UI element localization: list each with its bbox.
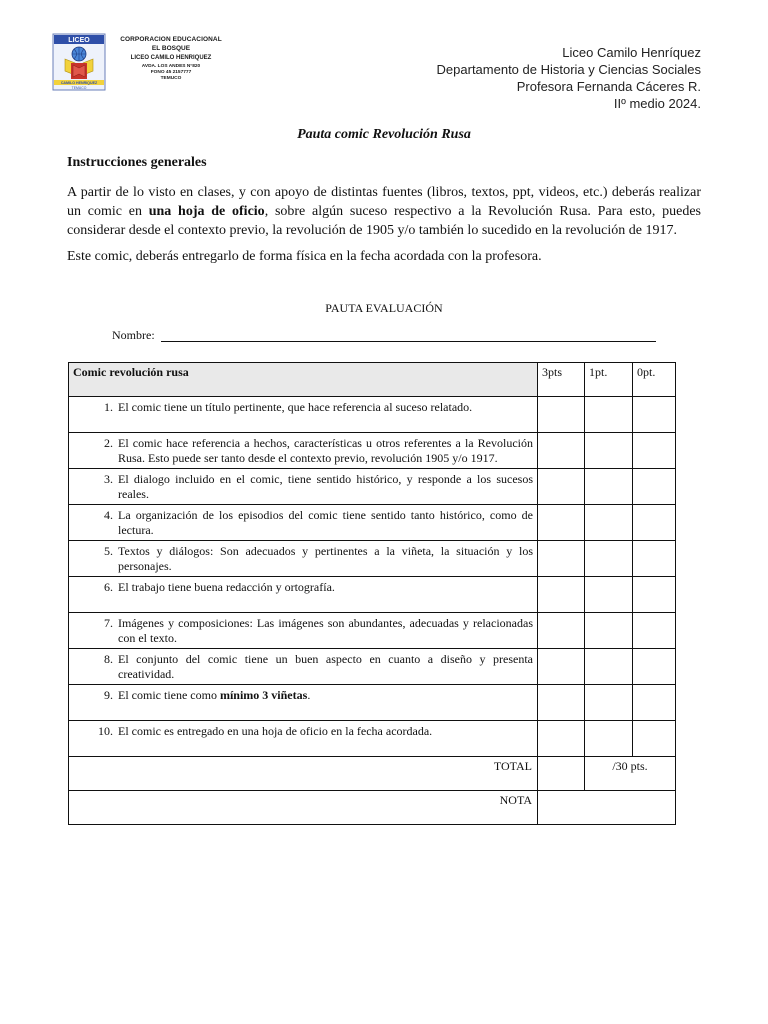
criterion-text: La organización de los episodios del comic tiene sentido tanto histórico, como de lectura. (118, 508, 533, 537)
rubric-row (69, 649, 676, 685)
rubric-row (69, 613, 676, 649)
instructions-paragraph-1 (67, 183, 701, 240)
school-address: AVDA. LOS ANDES N°820 (141, 64, 201, 69)
criterion-cell (69, 613, 538, 649)
score-1pt-cell[interactable] (585, 685, 633, 721)
total-value: /30 pts. (585, 757, 676, 791)
score-1pt-cell[interactable] (585, 433, 633, 469)
instructions-heading: Instrucciones generales (67, 155, 207, 170)
criterion-number: 1. (104, 400, 113, 414)
score-0pt-cell[interactable] (633, 613, 676, 649)
criterion-text-end: . (307, 688, 311, 702)
score-0pt-cell[interactable] (633, 397, 676, 433)
total-row (69, 757, 676, 791)
criterion-text-start: El comic tiene como (118, 688, 220, 702)
name-field-line[interactable] (161, 341, 656, 342)
score-3pts-cell[interactable] (538, 397, 585, 433)
instructions-p1-end: , sobre algún suceso respectivo a la Revolución Rusa. Para esto, puedes considerar desde el contexto previo, la revolución de 1905 y/o también lo sucedido en la revolución de 1917. (67, 204, 702, 238)
instructions-p1-start: A partir de lo visto en clases, y con apoyo de distintas fuentes (libros, textos, ppt, videos, etc.) deberás realizar un comic en (67, 185, 701, 219)
rubric-row (69, 541, 676, 577)
criterion-text: Imágenes y composiciones: Las imágenes son abundantes, adecuadas y relacionadas con el texto. (118, 616, 533, 645)
rubric-row (69, 685, 676, 721)
criterion-text: El comic tiene un título pertinente, que hace referencia al suceso relatado. (118, 400, 473, 414)
criterion-cell (69, 469, 538, 505)
rubric-header-criteria: Comic revolución rusa (69, 363, 538, 397)
score-3pts-cell[interactable] (538, 505, 585, 541)
criterion-text (118, 688, 533, 703)
grade-row (69, 791, 676, 825)
school-logo (52, 33, 106, 91)
criterion-text: El dialogo incluido en el comic, tiene sentido histórico, y responde a los sucesos reales. (118, 472, 533, 501)
criterion-cell (69, 433, 538, 469)
criterion-text: Textos y diálogos: Son adecuados y pertinentes a la viñeta, la situación y los personajes. (118, 544, 533, 573)
criterion-number: 5. (104, 544, 113, 558)
header-level: IIº medio 2024. (613, 96, 701, 111)
rubric-row (69, 469, 676, 505)
criterion-cell (69, 397, 538, 433)
criterion-number: 6. (104, 580, 113, 594)
criterion-number: 3. (104, 472, 113, 486)
criterion-text: El conjunto del comic tiene un buen aspecto en cuanto a diseño y presenta creatividad. (118, 652, 533, 681)
criterion-number: 2. (104, 436, 113, 450)
document-header (437, 44, 701, 112)
criterion-cell (69, 505, 538, 541)
score-3pts-cell[interactable] (538, 433, 585, 469)
score-3pts-cell[interactable] (538, 469, 585, 505)
total-label: TOTAL (69, 757, 538, 791)
criterion-number: 8. (104, 652, 113, 666)
rubric-row (69, 433, 676, 469)
score-1pt-cell[interactable] (585, 505, 633, 541)
instructions-p1-bold: una hoja de oficio (148, 204, 265, 219)
score-3pts-cell[interactable] (538, 613, 585, 649)
score-3pts-cell[interactable] (538, 685, 585, 721)
instructions-paragraph-2: Este comic, deberás entregarlo de forma física en la fecha acordada con la profesora. (67, 249, 542, 264)
criterion-text-bold: mínimo 3 viñetas (219, 688, 308, 702)
score-0pt-cell[interactable] (633, 505, 676, 541)
rubric-row (69, 577, 676, 613)
criterion-cell (69, 685, 538, 721)
grade-label: NOTA (69, 791, 538, 825)
criterion-number: 7. (104, 616, 113, 630)
criterion-text: El trabajo tiene buena redacción y ortografía. (118, 580, 335, 594)
total-blank-cell[interactable] (538, 757, 585, 791)
score-1pt-cell[interactable] (585, 613, 633, 649)
score-0pt-cell[interactable] (633, 685, 676, 721)
header-teacher: Profesora Fernanda Cáceres R. (516, 79, 701, 94)
logo-city-text: TEMUCO (71, 86, 87, 90)
criterion-cell (69, 649, 538, 685)
score-0pt-cell[interactable] (633, 541, 676, 577)
school-crest-icon (52, 33, 106, 91)
criterion-cell (69, 577, 538, 613)
rubric-header-0pt: 0pt. (633, 363, 676, 397)
corporation-subname: EL BOSQUE (151, 45, 191, 52)
rubric-header-row (69, 363, 676, 397)
score-0pt-cell[interactable] (633, 577, 676, 613)
school-phone: FONO 45 2157777 (150, 70, 192, 75)
score-0pt-cell[interactable] (633, 433, 676, 469)
grade-cell[interactable] (538, 791, 676, 825)
score-3pts-cell[interactable] (538, 721, 585, 757)
score-3pts-cell[interactable] (538, 577, 585, 613)
rubric-row (69, 397, 676, 433)
rubric-header-1pt: 1pt. (585, 363, 633, 397)
logo-top-text: LICEO (68, 37, 90, 44)
evaluation-title: PAUTA EVALUACIÓN (325, 301, 443, 315)
score-1pt-cell[interactable] (585, 541, 633, 577)
score-1pt-cell[interactable] (585, 577, 633, 613)
rubric-row (69, 721, 676, 757)
criterion-cell (69, 541, 538, 577)
rubric-table (68, 362, 676, 825)
criterion-number: 4. (104, 508, 113, 522)
criterion-cell (69, 721, 538, 757)
score-0pt-cell[interactable] (633, 469, 676, 505)
criterion-number: 9. (104, 688, 113, 702)
rubric-row (69, 505, 676, 541)
score-1pt-cell[interactable] (585, 649, 633, 685)
logo-bottom-text: CAMILO HENRIQUEZ (60, 81, 98, 85)
score-1pt-cell[interactable] (585, 397, 633, 433)
score-0pt-cell[interactable] (633, 721, 676, 757)
name-label: Nombre: (112, 328, 155, 342)
corporation-name: CORPORACION EDUCACIONAL (120, 36, 222, 43)
header-school: Liceo Camilo Henríquez (562, 45, 701, 60)
rubric-header-3pts: 3pts (538, 363, 585, 397)
school-name-small: LICEO CAMILO HENRIQUEZ (130, 55, 212, 61)
corporation-block (108, 36, 234, 82)
criterion-text: El comic hace referencia a hechos, características u otros referentes a la Revolución Rusa. Esto puede ser tanto desde el contexto previo, revolución 1905 y/o 1917. (118, 436, 533, 465)
score-3pts-cell[interactable] (538, 541, 585, 577)
school-city: TEMUCO (160, 76, 182, 81)
score-1pt-cell[interactable] (585, 469, 633, 505)
page-title: Pauta comic Revolución Rusa (297, 127, 471, 142)
score-0pt-cell[interactable] (633, 649, 676, 685)
score-1pt-cell[interactable] (585, 721, 633, 757)
header-department: Departamento de Historia y Ciencias Sociales (436, 62, 701, 77)
criterion-text: El comic es entregado en una hoja de oficio en la fecha acordada. (118, 724, 433, 738)
score-3pts-cell[interactable] (538, 649, 585, 685)
criterion-number: 10. (98, 724, 113, 738)
